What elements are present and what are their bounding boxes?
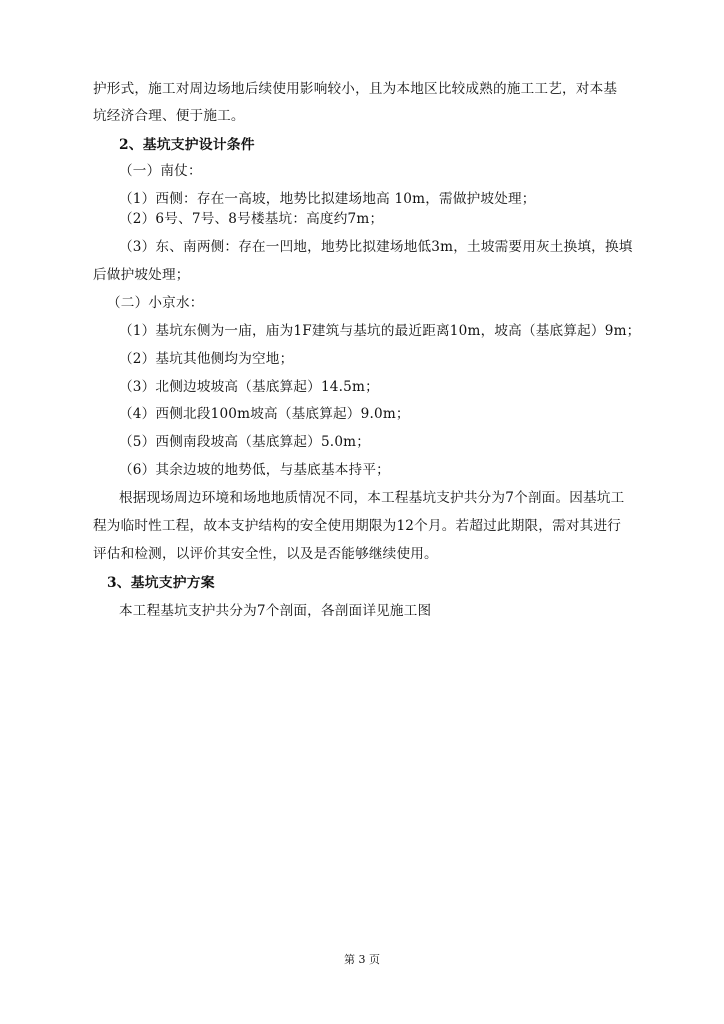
list-item: （2）6号、7号、8号楼基坑：高度约7m； [119,211,384,227]
section-heading: 3、基坑支护方案 [107,575,215,591]
list-item: （1）西侧：存在一高坡，地势比拟建场地高 10m，需做护坡处理； [119,191,536,207]
list-item: （6）其余边坡的地势低，与基底基本持平； [119,462,390,478]
paragraph-line: 本工程基坑支护共分为7个剖面，各剖面详见施工图 [119,603,432,619]
paragraph-line: 根据现场周边环境和场地地质情况不同，本工程基坑支护共分为7个剖面。因基坑工 [119,490,625,506]
subsection-title: （二）小京水： [107,295,204,311]
paragraph-line: 程为临时性工程，故本支护结构的安全使用期限为12个月。若超过此期限，需对其进行 [93,518,622,534]
list-item: （4）西侧北段100m坡高（基底算起）9.0m； [119,406,410,422]
list-item: （2）基坑其他侧均为空地； [119,351,294,367]
list-item: （5）西侧南段坡高（基底算起）5.0m； [119,434,371,450]
list-item-continuation: 后做护坡处理； [93,267,190,283]
list-item: （3）东、南两侧：存在一凹地，地势比拟建场地低3m，土坡需要用灰土换填，换填 [119,239,633,255]
subsection-title: （一）南仗： [119,163,202,179]
list-item: （1）基坑东侧为一庙，庙为1F建筑与基坑的最近距离10m，坡高（基底算起）9m； [119,323,641,339]
paragraph-line: 评估和检测，以评价其安全性，以及是否能够继续使用。 [93,546,438,562]
section-heading: 2、基坑支护设计条件 [119,137,255,153]
list-item: （3）北侧边坡坡高（基底算起）14.5m； [119,379,379,395]
paragraph-line: 坑经济合理、便于施工。 [93,108,245,124]
page-number: 第 3 页 [344,953,380,966]
paragraph-line: 护形式，施工对周边场地后续使用影响较小，且为本地区比较成熟的施工工艺，对本基 [93,81,618,97]
